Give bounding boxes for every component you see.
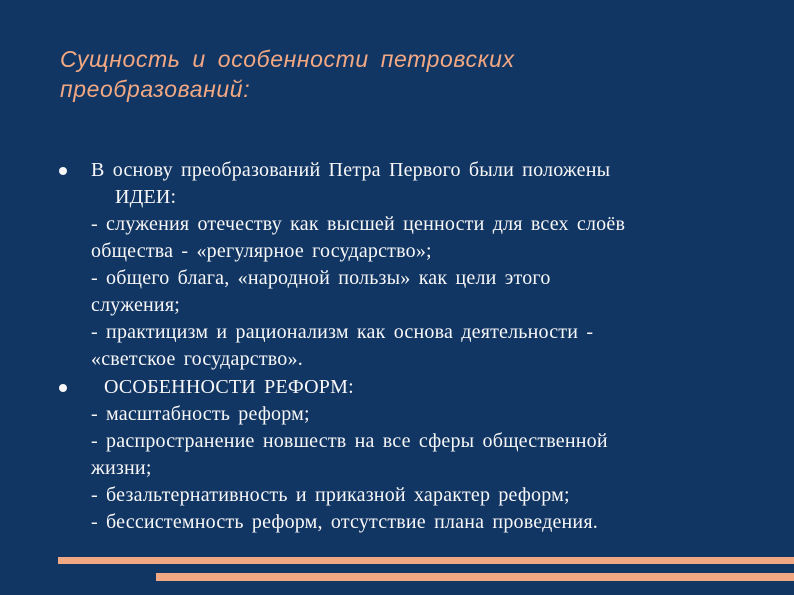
decorative-bar-lower	[156, 573, 794, 581]
title-line-2: преобразований:	[60, 76, 251, 102]
bullet-1-line-6: служения;	[91, 294, 180, 316]
bullet-2-line-6: - бессистемность реформ, отсутствие плана проведения.	[91, 511, 598, 533]
bullet-dot	[59, 167, 67, 175]
bullet-2-line-1: ОСОБЕННОСТИ РЕФОРМ:	[104, 376, 354, 398]
bullet-2-line-5: - безальтернативность и приказной характер реформ;	[91, 484, 570, 506]
bullet-2-line-3: - распространение новшеств на все сферы общественной	[91, 430, 608, 452]
bullet-1-line-8: «светское государство».	[91, 348, 303, 370]
bullet-1-line-1: В основу преобразований Петра Первого были положены	[91, 159, 611, 181]
bullet-2-line-2: - масштабность реформ;	[91, 403, 310, 425]
slide-title	[60, 44, 760, 104]
bullet-1-line-5: - общего блага, «народной пользы» как цели этого	[91, 267, 551, 289]
bullet-1-line-7: - практицизм и рационализм как основа деятельности -	[91, 321, 594, 343]
title-line-1: Сущность и особенности петровских	[60, 46, 515, 72]
bullet-dot	[59, 384, 67, 392]
decorative-bar-upper	[58, 557, 794, 564]
bullet-1-line-2: ИДЕИ:	[115, 186, 177, 208]
bullet-1-line-4: общества - «регулярное государство»;	[91, 240, 432, 262]
bullet-2-line-4: жизни;	[91, 457, 152, 479]
bullet-1-line-3: - служения отечеству как высшей ценности для всех слоёв	[91, 213, 626, 235]
